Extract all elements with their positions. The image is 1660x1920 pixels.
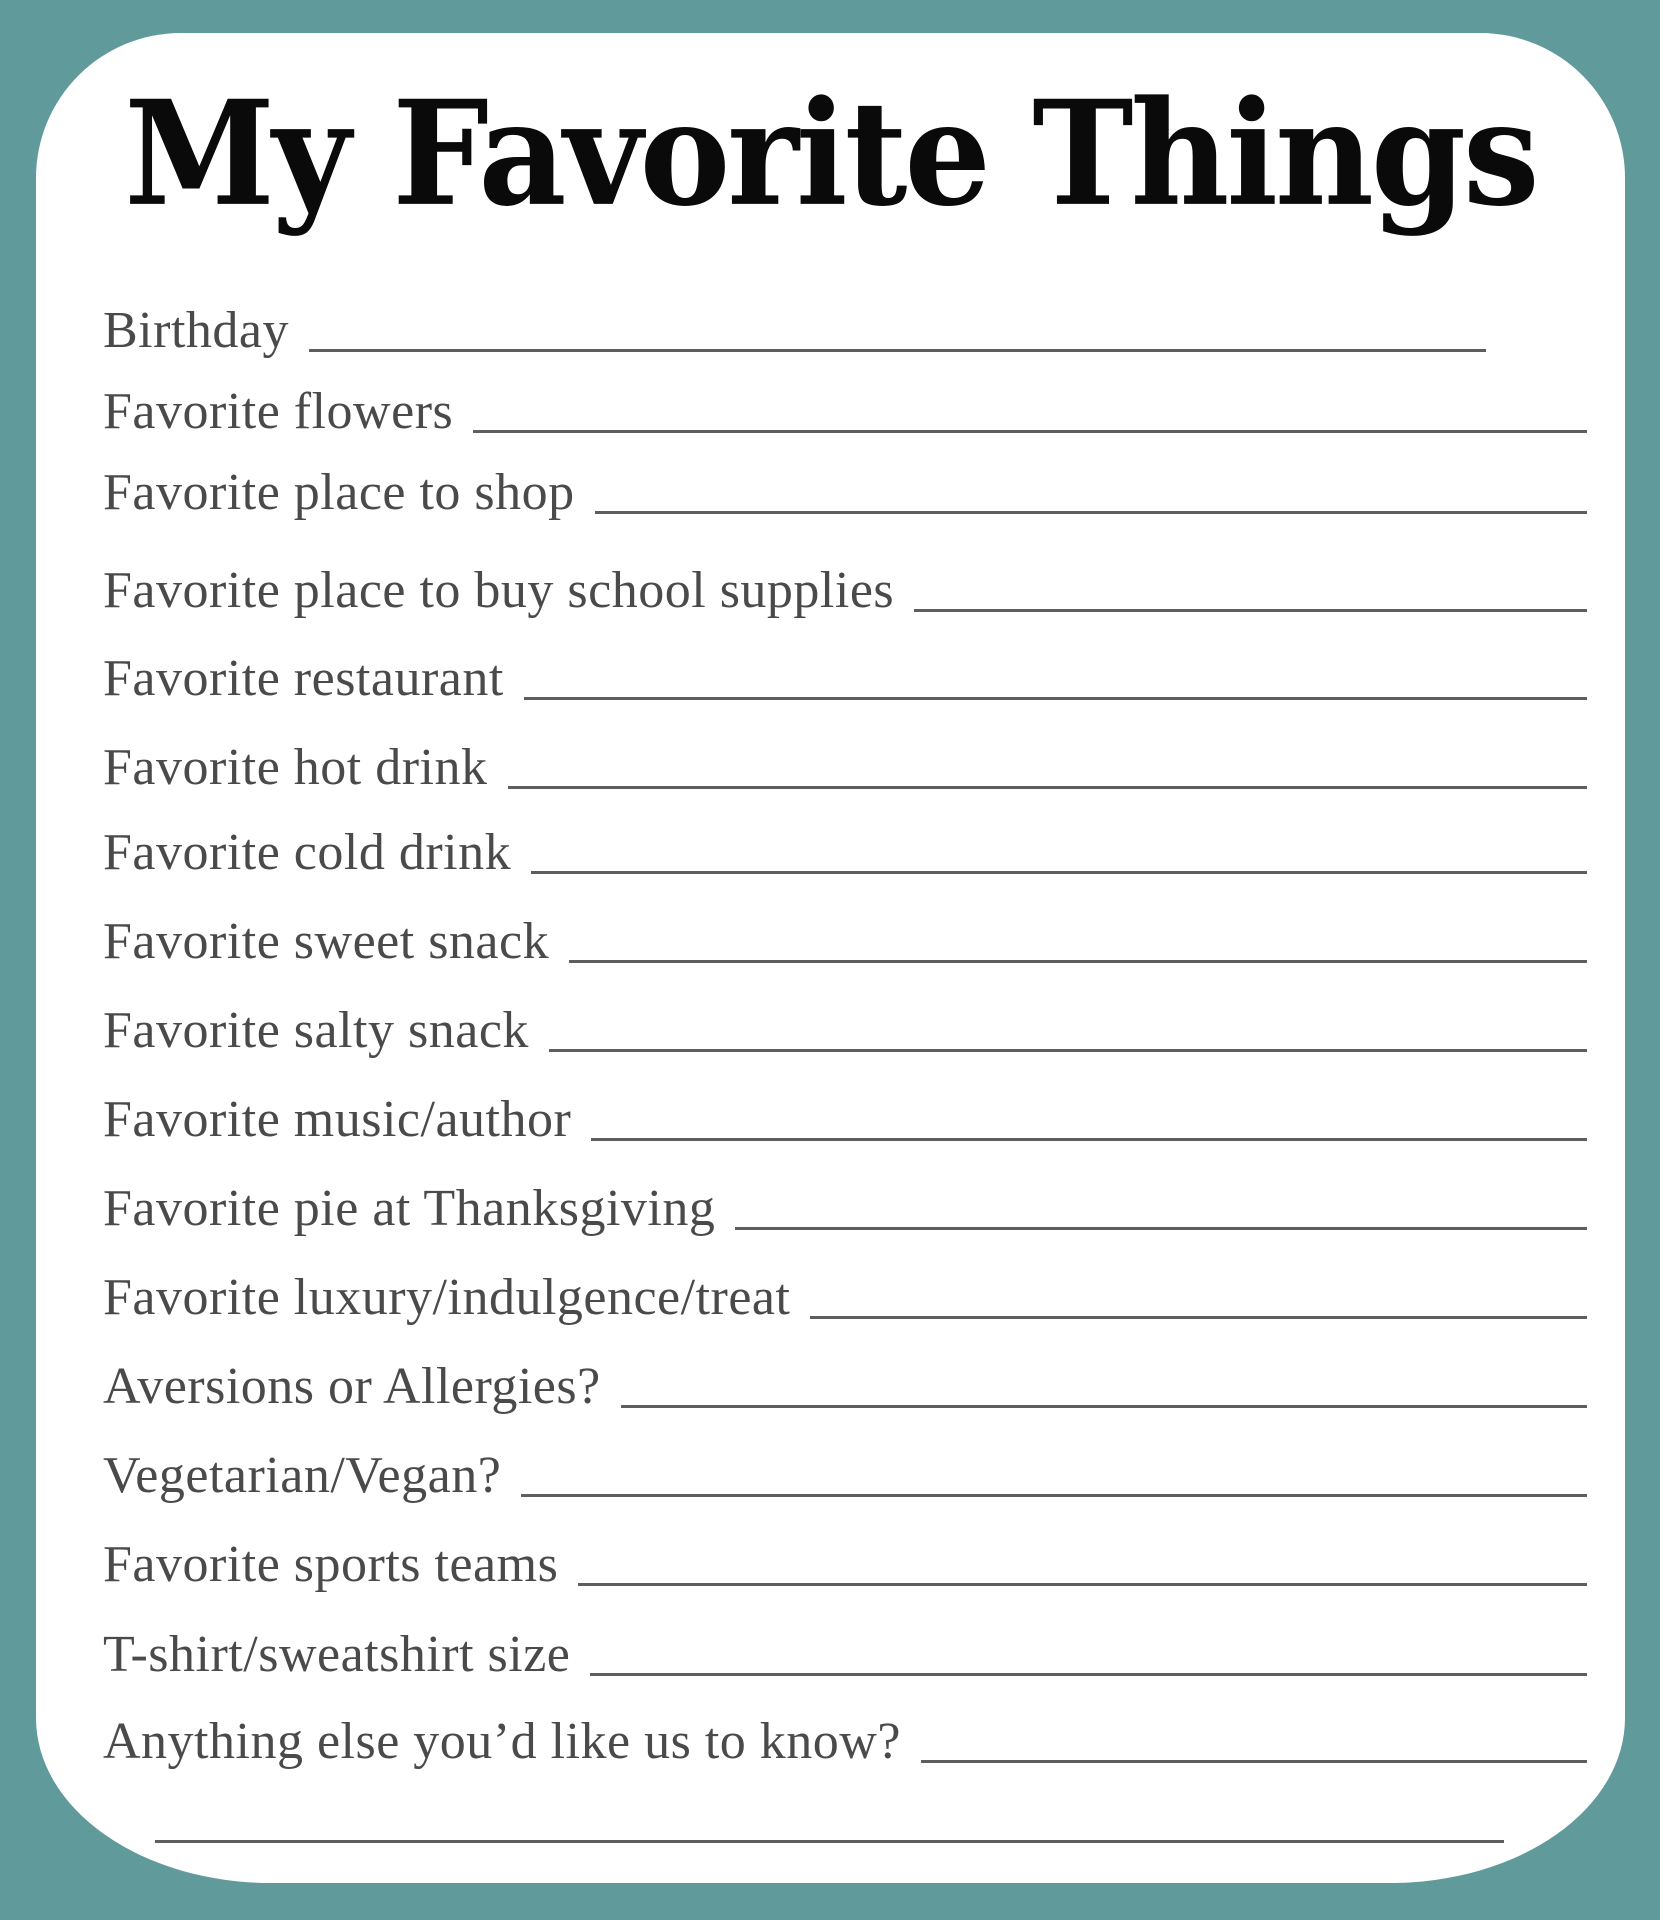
- form-row: [103, 1343, 1587, 1413]
- extra-answer-line[interactable]: [155, 1807, 1504, 1843]
- form-row: [103, 1611, 1587, 1681]
- field-input-line[interactable]: [914, 609, 1587, 612]
- field-input-line[interactable]: [309, 349, 1486, 352]
- field-label: Favorite place to shop: [103, 464, 575, 521]
- field-label: Favorite hot drink: [103, 739, 488, 796]
- field-label: Favorite pie at Thanksgiving: [103, 1180, 716, 1237]
- form-row: [103, 809, 1587, 879]
- field-input-line[interactable]: [810, 1316, 1587, 1319]
- field-label: Favorite restaurant: [103, 650, 504, 707]
- field-input-line[interactable]: [591, 1138, 1587, 1141]
- field-label: Favorite sports teams: [103, 1536, 559, 1593]
- form-row: [103, 1698, 1587, 1768]
- field-input-line[interactable]: [508, 786, 1587, 789]
- form-row: [103, 1432, 1587, 1502]
- form-row: [103, 287, 1587, 357]
- field-input-line[interactable]: [549, 1049, 1587, 1052]
- form-row: [103, 547, 1587, 617]
- form-row: [103, 449, 1587, 519]
- field-label: Favorite place to buy school supplies: [103, 562, 895, 619]
- field-input-line[interactable]: [578, 1583, 1587, 1586]
- field-input-line[interactable]: [621, 1405, 1587, 1408]
- form-title: My Favorite Things: [124, 69, 1537, 239]
- field-input-line[interactable]: [590, 1673, 1587, 1676]
- field-input-line[interactable]: [521, 1494, 1587, 1497]
- field-label: Birthday: [103, 302, 289, 359]
- form-card: [36, 33, 1625, 1883]
- field-input-line[interactable]: [473, 430, 1587, 433]
- field-label: Favorite sweet snack: [103, 913, 550, 970]
- field-label: Aversions or Allergies?: [103, 1358, 601, 1415]
- form-row: [103, 1254, 1587, 1324]
- field-input-line[interactable]: [595, 511, 1587, 514]
- field-label: Vegetarian/Vegan?: [103, 1447, 502, 1504]
- form-row: [103, 724, 1587, 794]
- field-label: Favorite salty snack: [103, 1002, 529, 1059]
- field-label: Favorite luxury/indulgence/treat: [103, 1269, 791, 1326]
- form-row: [103, 898, 1587, 968]
- field-input-line[interactable]: [524, 697, 1587, 700]
- form-row: [103, 1076, 1587, 1146]
- field-label: Anything else you’d like us to know?: [103, 1713, 901, 1770]
- field-label: Favorite cold drink: [103, 824, 512, 881]
- form-row: [103, 368, 1587, 438]
- field-input-line[interactable]: [921, 1760, 1587, 1763]
- field-label: Favorite music/author: [103, 1091, 572, 1148]
- field-input-line[interactable]: [569, 960, 1587, 963]
- field-label: T-shirt/sweatshirt size: [103, 1626, 571, 1683]
- form-row: [103, 987, 1587, 1057]
- form-row: [103, 635, 1587, 705]
- field-label: Favorite flowers: [103, 383, 454, 440]
- field-input-line[interactable]: [735, 1227, 1587, 1230]
- form-row: [103, 1521, 1587, 1591]
- field-input-line[interactable]: [531, 871, 1587, 874]
- form-row: [103, 1165, 1587, 1235]
